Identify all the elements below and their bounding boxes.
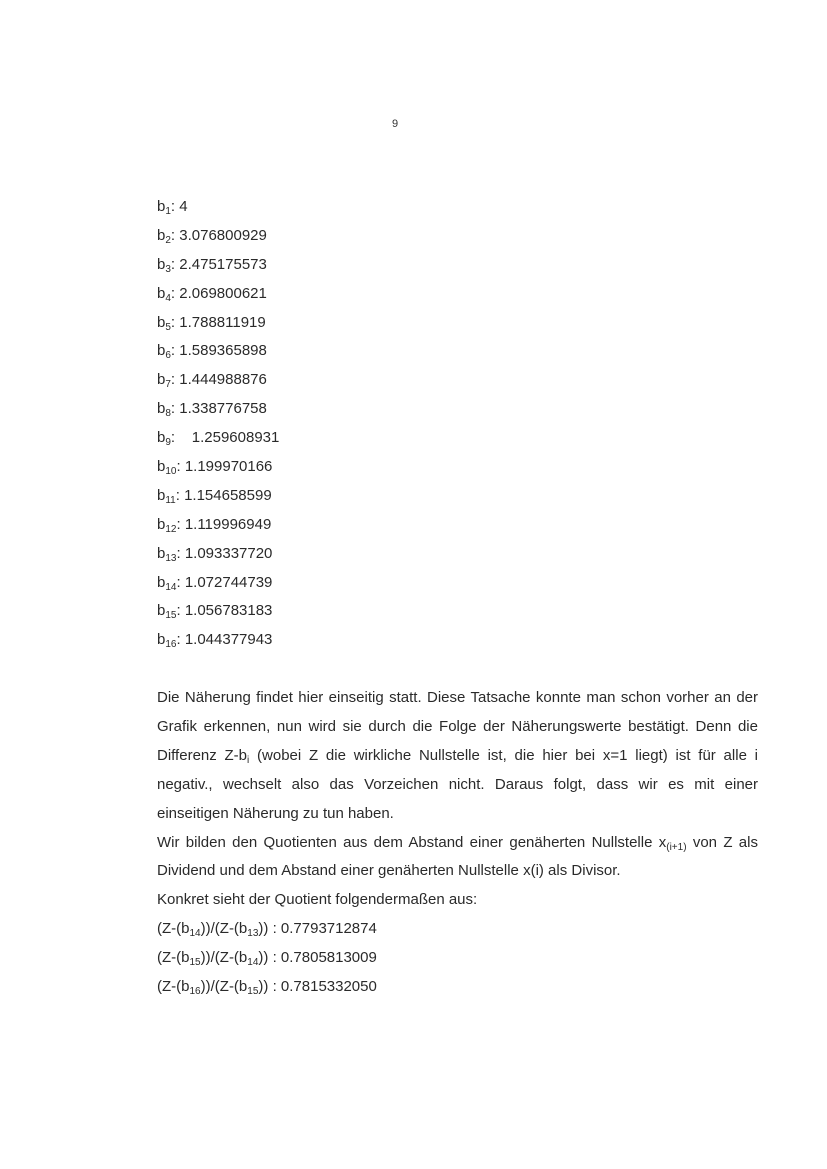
paragraph-text: von Z als Dividend und dem Abstand einer genäherten Nullstelle x(i) als Divisor.: [157, 833, 758, 880]
term-base: b: [157, 631, 166, 649]
sequence-item: [157, 600, 279, 629]
term-base: b: [157, 486, 166, 504]
sequence-item: [157, 629, 279, 658]
term-base: b: [157, 544, 166, 562]
quotient-line: $(Z-(b_{16}))/(Z-(b_{15}))$ : 0.7815332050: [157, 978, 377, 998]
paragraph-text: Die Näherung findet hier einseitig statt. Diese Tatsache konnte man schon vorher an der Grafik erkennen, nun wird sie durch die Folge der Näherungswerte bestätigt. Denn die Differenz Z-b: [157, 689, 758, 764]
index-subscript: (i+1): [666, 841, 687, 853]
term-base: b: [157, 313, 166, 331]
term-base: b: [157, 255, 166, 273]
sequence-item: [157, 543, 279, 572]
term-base: b: [157, 515, 166, 533]
term-index: 2: [165, 234, 171, 246]
term-separator: :: [176, 515, 185, 533]
term-separator: :: [170, 284, 180, 302]
term-value: 1.154658599: [184, 486, 272, 504]
term-separator: :: [176, 544, 185, 562]
term-value: 1.119996949: [184, 515, 272, 533]
term-index: 5: [165, 321, 171, 333]
sequence-item: [157, 340, 279, 369]
quotient-value: 0.7793712874: [280, 920, 377, 938]
term-value: 2.475175573: [179, 255, 267, 273]
quotient-line: $(Z-(b_{14}))/(Z-(b_{13}))$ : 0.7793712874: [157, 920, 377, 940]
term-separator: :: [176, 631, 185, 649]
paragraph-text: (wobei Z die wirkliche Nullstelle ist, die hier bei x=1 liegt) ist für alle i negativ., wechselt also das Vorzeichen nicht. Daraus folgt, dass wir es mit einer einseitigen Näherung zu tun haben.: [157, 746, 759, 822]
paragraph-text: Konkret sieht der Quotient folgendermaßen aus:: [157, 891, 478, 909]
term-value: 1.093337720: [184, 544, 273, 562]
term-index: 11: [165, 494, 176, 506]
sequence-item: [157, 398, 279, 427]
paragraph-quotient: [157, 829, 758, 916]
sequence-item: [157, 254, 279, 283]
sequence-item: [157, 485, 279, 514]
sequence-item: [157, 225, 279, 254]
page-number: 9: [392, 118, 399, 130]
term-value: 1.072744739: [184, 573, 273, 591]
sequence-item: [157, 427, 279, 456]
term-base: b: [157, 400, 166, 418]
term-base: b: [157, 371, 166, 389]
term-separator: :: [176, 458, 185, 476]
term-index: 12: [165, 523, 177, 535]
term-base: b: [157, 284, 166, 302]
term-separator: :: [170, 400, 180, 418]
term-value: 1.338776758: [179, 400, 267, 418]
term-base: b: [157, 602, 166, 620]
sequence-item: [157, 196, 279, 225]
term-base: b: [157, 342, 166, 360]
term-separator: :: [170, 342, 180, 360]
term-index: 14: [165, 581, 177, 593]
sequence-item: [157, 312, 279, 341]
term-index: 7: [165, 379, 171, 391]
term-index: 16: [165, 639, 177, 651]
body-text: [157, 684, 758, 1002]
term-separator: :: [175, 486, 185, 504]
index-subscript: i: [247, 754, 250, 766]
sequence-item: [157, 369, 279, 398]
term-base: b: [157, 226, 166, 244]
quotient-list: [157, 915, 758, 1002]
term-separator: :: [170, 429, 192, 447]
term-separator: :: [176, 602, 185, 620]
quotient-value: 0.7805813009: [280, 949, 377, 967]
term-value: 1.044377943: [184, 631, 273, 649]
term-index: 6: [165, 350, 171, 362]
term-value: 1.444988876: [179, 371, 267, 389]
term-index: 9: [165, 437, 171, 449]
sequence-item: [157, 572, 279, 601]
term-index: 1: [165, 206, 171, 217]
term-value: 1.056783183: [184, 602, 273, 620]
quotient-line: $(Z-(b_{15}))/(Z-(b_{14}))$ : 0.7805813009: [157, 949, 377, 969]
paragraph-convergence: [157, 684, 758, 829]
term-value: 1.788811919: [179, 313, 266, 331]
term-value: 2.069800621: [179, 284, 267, 302]
term-base: b: [157, 573, 166, 591]
term-separator: :: [170, 313, 180, 331]
term-base: b: [157, 429, 166, 447]
term-index: 10: [165, 466, 177, 478]
term-separator: :: [170, 198, 180, 215]
term-separator: :: [170, 226, 180, 244]
term-value: 1.589365898: [179, 342, 267, 360]
term-separator: :: [170, 371, 180, 389]
term-base: b: [157, 198, 166, 215]
sequence-item: [157, 283, 279, 312]
term-index: 3: [165, 263, 171, 275]
term-value: 3.076800929: [179, 226, 267, 244]
term-base: b: [157, 458, 166, 476]
term-value: 1.259608931: [191, 429, 280, 447]
term-index: 4: [165, 292, 171, 304]
term-separator: :: [170, 255, 180, 273]
quotient-value: 0.7815332050: [280, 978, 377, 996]
paragraph-text: Wir bilden den Quotienten aus dem Abstand einer genäherten Nullstelle x: [157, 833, 667, 851]
term-value: 1.199970166: [184, 458, 273, 476]
sequence-list: [157, 196, 279, 658]
term-index: 15: [165, 610, 177, 622]
term-separator: :: [176, 573, 185, 591]
term-index: 8: [165, 408, 171, 420]
term-index: 13: [165, 552, 177, 564]
sequence-item: [157, 456, 279, 485]
sequence-item: [157, 514, 279, 543]
term-value: 4: [179, 198, 188, 215]
